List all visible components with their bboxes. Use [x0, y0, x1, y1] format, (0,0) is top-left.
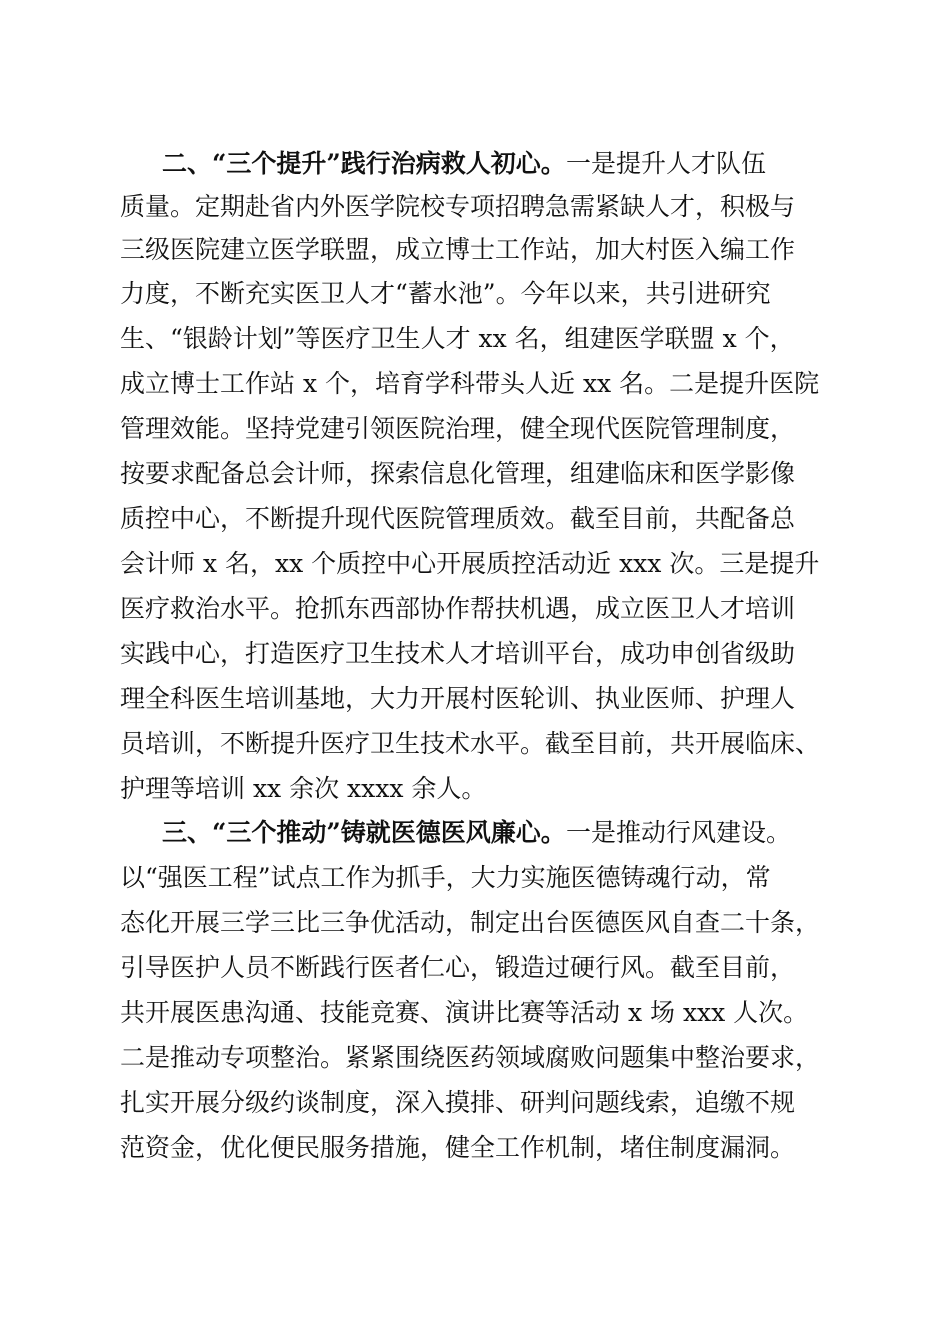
body-line	[0, 1038, 950, 1078]
body-text: 一是提升人才队伍	[566, 149, 767, 178]
body-text: 共开展医患沟通、技能竞赛、演讲比赛等活动 x 场 xxx 人次。	[120, 998, 809, 1027]
body-text: 成立博士工作站 x 个，培育学科带头人近 xx 名。二是提升医院	[120, 369, 820, 398]
body-text: 护理等培训 xx 余次 xxxx 余人。	[120, 774, 487, 803]
body-line	[0, 679, 950, 719]
body-line	[0, 409, 950, 449]
body-line	[0, 634, 950, 674]
body-text: 引导医护人员不断践行医者仁心，锻造过硬行风。截至目前，	[120, 953, 796, 982]
body-text: 会计师 x 名，xx 个质控中心开展质控活动近 xxx 次。三是提升	[120, 549, 820, 578]
body-line	[0, 454, 950, 494]
body-text: 扎实开展分级约谈制度，深入摸排、研判问题线索，追缴不规	[120, 1088, 796, 1117]
body-line	[0, 499, 950, 539]
section-heading: 二、“三个提升”践行治病救人初心。	[162, 149, 566, 178]
body-text: 三级医院建立医学联盟，成立博士工作站，加大村医入编工作	[120, 235, 796, 264]
body-text: 二是推动专项整治。紧紧围绕医药领域腐败问题集中整治要求，	[120, 1043, 821, 1072]
body-text: 管理效能。坚持党建引领医院治理，健全现代医院管理制度，	[120, 414, 796, 443]
body-line	[0, 274, 950, 314]
body-line	[0, 769, 950, 809]
body-text: 范资金，优化便民服务措施，健全工作机制，堵住制度漏洞。	[120, 1133, 796, 1162]
section-heading: 三、“三个推动”铸就医德医风廉心。	[162, 818, 566, 847]
paragraph-3-first-line	[0, 813, 950, 853]
body-line	[0, 724, 950, 764]
body-text: 按要求配备总会计师，探索信息化管理，组建临床和医学影像	[120, 459, 796, 488]
body-text: 理全科医生培训基地，大力开展村医轮训、执业医师、护理人	[120, 684, 796, 713]
body-line	[0, 993, 950, 1033]
body-line	[0, 230, 950, 270]
body-text: 医疗救治水平。抢抓东西部协作帮扶机遇，成立医卫人才培训	[120, 594, 796, 623]
body-text: 质控中心，不断提升现代医院管理质效。截至目前，共配备总	[120, 504, 796, 533]
body-line	[0, 364, 950, 404]
body-line	[0, 589, 950, 629]
body-line	[0, 858, 950, 898]
body-line	[0, 903, 950, 943]
body-text: 态化开展三学三比三争优活动，制定出台医德医风自查二十条，	[120, 908, 821, 937]
body-text: 员培训，不断提升医疗卫生技术水平。截至目前，共开展临床、	[120, 729, 821, 758]
body-text: 实践中心，打造医疗卫生技术人才培训平台，成功申创省级助	[120, 639, 796, 668]
body-text: 生、“银龄计划”等医疗卫生人才 xx 名，组建医学联盟 x 个，	[120, 324, 795, 353]
body-text: 以“强医工程”试点工作为抓手，大力实施医德铸魂行动，常	[120, 863, 771, 892]
body-line	[0, 319, 950, 359]
body-line	[0, 1128, 950, 1168]
body-line	[0, 948, 950, 988]
body-text: 质量。定期赴省内外医学院校专项招聘急需紧缺人才，积极与	[120, 192, 796, 221]
paragraph-2-first-line	[0, 144, 950, 184]
body-text: 力度，不断充实医卫人才“蓄水池”。今年以来，共引进研究	[120, 279, 771, 308]
body-text: 一是推动行风建设。	[566, 818, 792, 847]
body-line	[0, 1083, 950, 1123]
body-line	[0, 187, 950, 227]
body-line	[0, 544, 950, 584]
